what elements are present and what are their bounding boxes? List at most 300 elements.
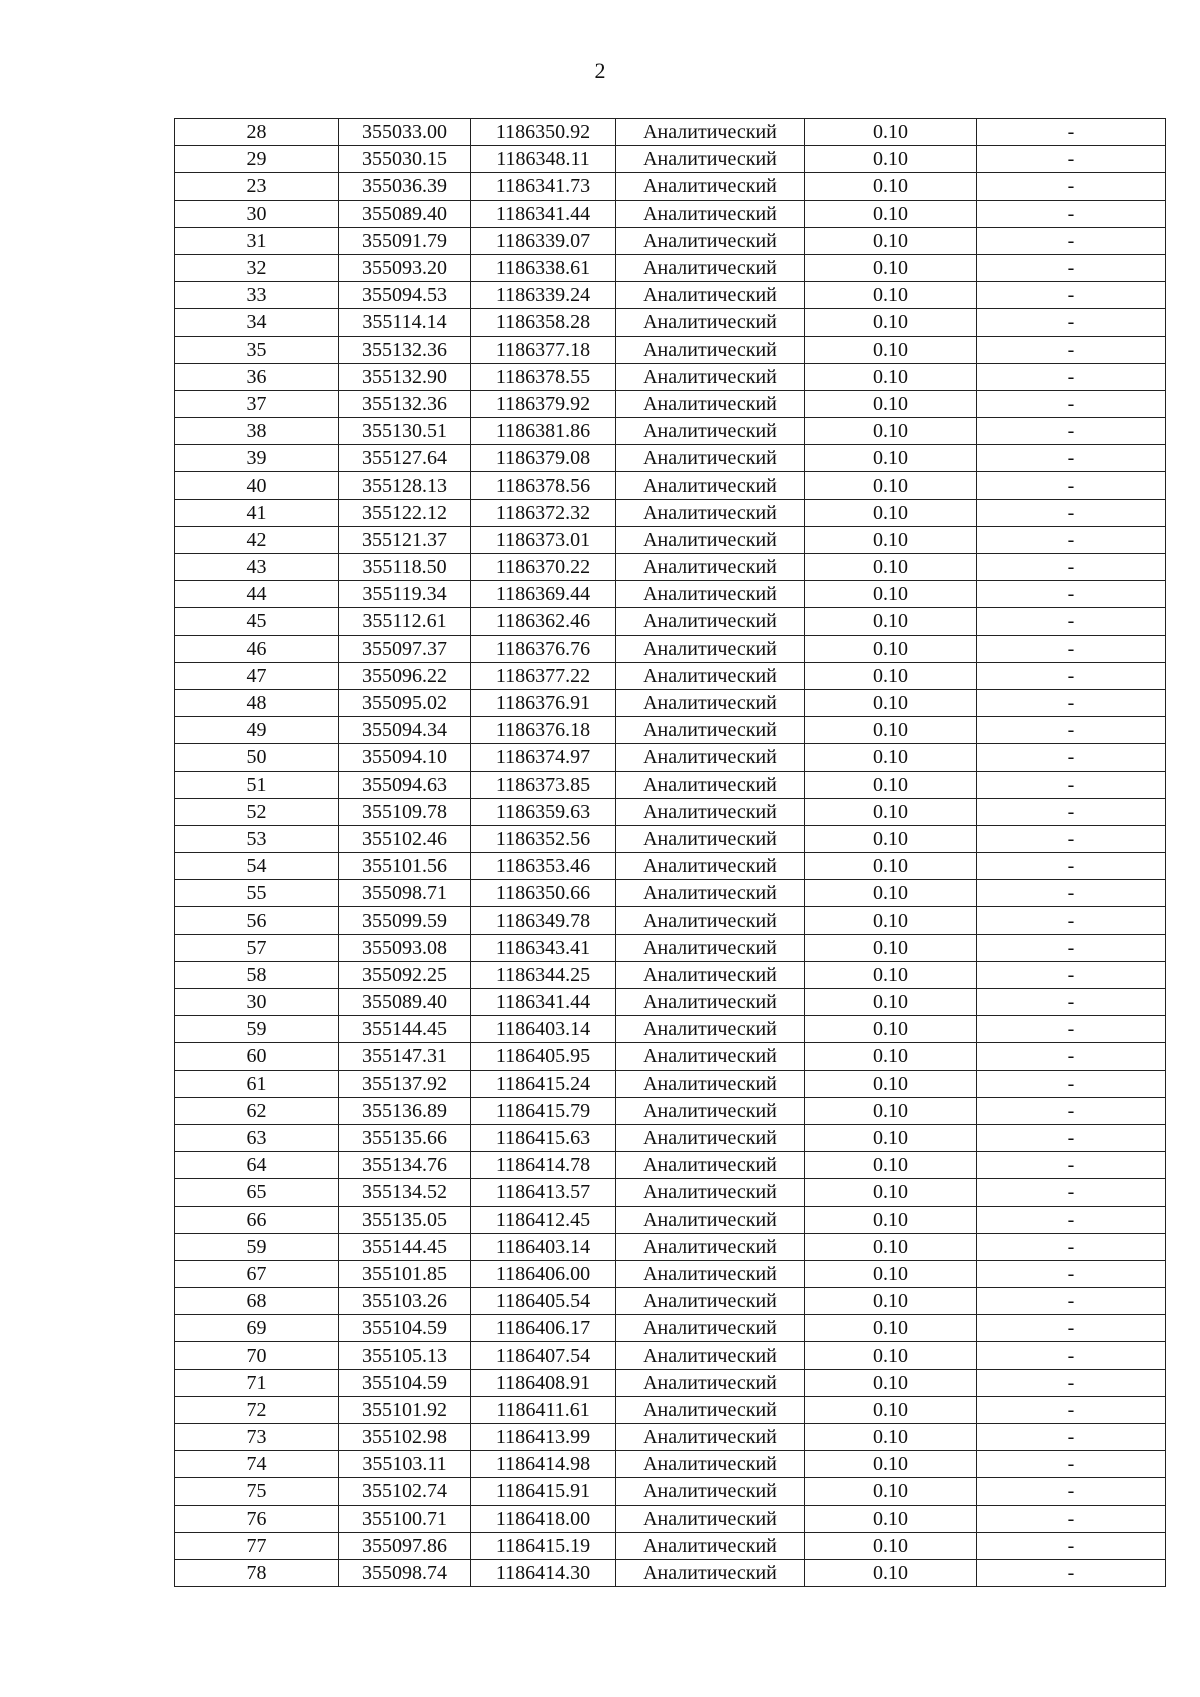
- x-coordinate-cell: 355098.71: [339, 880, 471, 907]
- x-coordinate-cell: 355101.92: [339, 1396, 471, 1423]
- note-cell: -: [977, 1342, 1166, 1369]
- note-cell: -: [977, 717, 1166, 744]
- method-cell: Аналитический: [616, 526, 805, 553]
- x-coordinate-cell: 355094.34: [339, 717, 471, 744]
- method-cell: Аналитический: [616, 880, 805, 907]
- note-cell: -: [977, 581, 1166, 608]
- x-coordinate-cell: 355099.59: [339, 907, 471, 934]
- method-cell: Аналитический: [616, 1206, 805, 1233]
- note-cell: -: [977, 1288, 1166, 1315]
- method-cell: Аналитический: [616, 119, 805, 146]
- point-number-cell: 23: [175, 173, 339, 200]
- note-cell: -: [977, 1233, 1166, 1260]
- method-cell: Аналитический: [616, 1424, 805, 1451]
- table-row: [175, 1478, 1166, 1505]
- method-cell: Аналитический: [616, 227, 805, 254]
- table-row: [175, 635, 1166, 662]
- y-coordinate-cell: 1186408.91: [471, 1369, 616, 1396]
- table-row: [175, 390, 1166, 417]
- method-cell: Аналитический: [616, 472, 805, 499]
- x-coordinate-cell: 355102.98: [339, 1424, 471, 1451]
- note-cell: -: [977, 1369, 1166, 1396]
- x-coordinate-cell: 355114.14: [339, 309, 471, 336]
- table-row: [175, 445, 1166, 472]
- accuracy-cell: 0.10: [805, 1369, 977, 1396]
- method-cell: Аналитический: [616, 1342, 805, 1369]
- accuracy-cell: 0.10: [805, 1396, 977, 1423]
- table-row: [175, 1315, 1166, 1342]
- note-cell: -: [977, 1532, 1166, 1559]
- point-number-cell: 56: [175, 907, 339, 934]
- point-number-cell: 75: [175, 1478, 339, 1505]
- accuracy-cell: 0.10: [805, 1315, 977, 1342]
- x-coordinate-cell: 355112.61: [339, 608, 471, 635]
- x-coordinate-cell: 355136.89: [339, 1097, 471, 1124]
- x-coordinate-cell: 355103.26: [339, 1288, 471, 1315]
- method-cell: Аналитический: [616, 390, 805, 417]
- method-cell: Аналитический: [616, 717, 805, 744]
- x-coordinate-cell: 355128.13: [339, 472, 471, 499]
- note-cell: -: [977, 1260, 1166, 1287]
- point-number-cell: 57: [175, 934, 339, 961]
- table-row: [175, 1424, 1166, 1451]
- note-cell: -: [977, 825, 1166, 852]
- x-coordinate-cell: 355144.45: [339, 1016, 471, 1043]
- table-row: [175, 1152, 1166, 1179]
- y-coordinate-cell: 1186370.22: [471, 554, 616, 581]
- y-coordinate-cell: 1186376.18: [471, 717, 616, 744]
- y-coordinate-cell: 1186341.44: [471, 200, 616, 227]
- method-cell: Аналитический: [616, 1559, 805, 1586]
- page-number: 2: [594, 58, 606, 83]
- accuracy-cell: 0.10: [805, 1451, 977, 1478]
- table-row: [175, 1124, 1166, 1151]
- y-coordinate-cell: 1186343.41: [471, 934, 616, 961]
- y-coordinate-cell: 1186406.17: [471, 1315, 616, 1342]
- point-number-cell: 69: [175, 1315, 339, 1342]
- method-cell: Аналитический: [616, 989, 805, 1016]
- note-cell: -: [977, 934, 1166, 961]
- x-coordinate-cell: 355135.05: [339, 1206, 471, 1233]
- method-cell: Аналитический: [616, 254, 805, 281]
- accuracy-cell: 0.10: [805, 744, 977, 771]
- y-coordinate-cell: 1186353.46: [471, 853, 616, 880]
- y-coordinate-cell: 1186418.00: [471, 1505, 616, 1532]
- note-cell: -: [977, 173, 1166, 200]
- y-coordinate-cell: 1186405.95: [471, 1043, 616, 1070]
- point-number-cell: 77: [175, 1532, 339, 1559]
- note-cell: -: [977, 1124, 1166, 1151]
- table-row: [175, 798, 1166, 825]
- accuracy-cell: 0.10: [805, 1505, 977, 1532]
- x-coordinate-cell: 355104.59: [339, 1315, 471, 1342]
- point-number-cell: 74: [175, 1451, 339, 1478]
- point-number-cell: 78: [175, 1559, 339, 1586]
- method-cell: Аналитический: [616, 1152, 805, 1179]
- accuracy-cell: 0.10: [805, 119, 977, 146]
- y-coordinate-cell: 1186414.78: [471, 1152, 616, 1179]
- point-number-cell: 33: [175, 282, 339, 309]
- accuracy-cell: 0.10: [805, 961, 977, 988]
- point-number-cell: 53: [175, 825, 339, 852]
- table-row: [175, 1233, 1166, 1260]
- x-coordinate-cell: 355089.40: [339, 989, 471, 1016]
- method-cell: Аналитический: [616, 1505, 805, 1532]
- table-row: [175, 1451, 1166, 1478]
- y-coordinate-cell: 1186415.91: [471, 1478, 616, 1505]
- x-coordinate-cell: 355104.59: [339, 1369, 471, 1396]
- table-row: [175, 853, 1166, 880]
- y-coordinate-cell: 1186415.24: [471, 1070, 616, 1097]
- point-number-cell: 42: [175, 526, 339, 553]
- y-coordinate-cell: 1186352.56: [471, 825, 616, 852]
- method-cell: Аналитический: [616, 146, 805, 173]
- note-cell: -: [977, 1396, 1166, 1423]
- x-coordinate-cell: 355101.85: [339, 1260, 471, 1287]
- y-coordinate-cell: 1186405.54: [471, 1288, 616, 1315]
- point-number-cell: 58: [175, 961, 339, 988]
- table-row: [175, 771, 1166, 798]
- table-row: [175, 472, 1166, 499]
- method-cell: Аналитический: [616, 907, 805, 934]
- y-coordinate-cell: 1186374.97: [471, 744, 616, 771]
- note-cell: -: [977, 418, 1166, 445]
- point-number-cell: 61: [175, 1070, 339, 1097]
- note-cell: -: [977, 227, 1166, 254]
- x-coordinate-cell: 355122.12: [339, 499, 471, 526]
- x-coordinate-cell: 355103.11: [339, 1451, 471, 1478]
- point-number-cell: 39: [175, 445, 339, 472]
- accuracy-cell: 0.10: [805, 581, 977, 608]
- y-coordinate-cell: 1186350.66: [471, 880, 616, 907]
- accuracy-cell: 0.10: [805, 1424, 977, 1451]
- accuracy-cell: 0.10: [805, 853, 977, 880]
- accuracy-cell: 0.10: [805, 635, 977, 662]
- y-coordinate-cell: 1186338.61: [471, 254, 616, 281]
- coordinates-table-body: [175, 119, 1166, 1587]
- note-cell: -: [977, 1451, 1166, 1478]
- y-coordinate-cell: 1186376.91: [471, 689, 616, 716]
- accuracy-cell: 0.10: [805, 309, 977, 336]
- note-cell: -: [977, 499, 1166, 526]
- table-row: [175, 907, 1166, 934]
- method-cell: Аналитический: [616, 662, 805, 689]
- point-number-cell: 73: [175, 1424, 339, 1451]
- point-number-cell: 50: [175, 744, 339, 771]
- point-number-cell: 70: [175, 1342, 339, 1369]
- table-row: [175, 1260, 1166, 1287]
- x-coordinate-cell: 355092.25: [339, 961, 471, 988]
- point-number-cell: 59: [175, 1016, 339, 1043]
- accuracy-cell: 0.10: [805, 798, 977, 825]
- accuracy-cell: 0.10: [805, 1097, 977, 1124]
- point-number-cell: 40: [175, 472, 339, 499]
- method-cell: Аналитический: [616, 771, 805, 798]
- table-row: [175, 717, 1166, 744]
- y-coordinate-cell: 1186406.00: [471, 1260, 616, 1287]
- accuracy-cell: 0.10: [805, 608, 977, 635]
- accuracy-cell: 0.10: [805, 1152, 977, 1179]
- note-cell: -: [977, 771, 1166, 798]
- note-cell: -: [977, 1179, 1166, 1206]
- accuracy-cell: 0.10: [805, 336, 977, 363]
- method-cell: Аналитический: [616, 1179, 805, 1206]
- table-row: [175, 1043, 1166, 1070]
- point-number-cell: 34: [175, 309, 339, 336]
- accuracy-cell: 0.10: [805, 934, 977, 961]
- x-coordinate-cell: 355135.66: [339, 1124, 471, 1151]
- table-row: [175, 1559, 1166, 1586]
- table-row: [175, 554, 1166, 581]
- accuracy-cell: 0.10: [805, 200, 977, 227]
- table-row: [175, 282, 1166, 309]
- accuracy-cell: 0.10: [805, 363, 977, 390]
- table-row: [175, 934, 1166, 961]
- table-row: [175, 1016, 1166, 1043]
- table-row: [175, 336, 1166, 363]
- point-number-cell: 38: [175, 418, 339, 445]
- x-coordinate-cell: 355094.53: [339, 282, 471, 309]
- point-number-cell: 64: [175, 1152, 339, 1179]
- note-cell: -: [977, 200, 1166, 227]
- point-number-cell: 54: [175, 853, 339, 880]
- accuracy-cell: 0.10: [805, 254, 977, 281]
- table-row: [175, 173, 1166, 200]
- x-coordinate-cell: 355109.78: [339, 798, 471, 825]
- y-coordinate-cell: 1186411.61: [471, 1396, 616, 1423]
- y-coordinate-cell: 1186377.18: [471, 336, 616, 363]
- table-row: [175, 880, 1166, 907]
- method-cell: Аналитический: [616, 445, 805, 472]
- accuracy-cell: 0.10: [805, 1070, 977, 1097]
- method-cell: Аналитический: [616, 744, 805, 771]
- note-cell: -: [977, 1016, 1166, 1043]
- note-cell: -: [977, 526, 1166, 553]
- accuracy-cell: 0.10: [805, 499, 977, 526]
- note-cell: -: [977, 363, 1166, 390]
- point-number-cell: 71: [175, 1369, 339, 1396]
- point-number-cell: 44: [175, 581, 339, 608]
- method-cell: Аналитический: [616, 418, 805, 445]
- note-cell: -: [977, 798, 1166, 825]
- point-number-cell: 59: [175, 1233, 339, 1260]
- x-coordinate-cell: 355119.34: [339, 581, 471, 608]
- accuracy-cell: 0.10: [805, 1016, 977, 1043]
- point-number-cell: 31: [175, 227, 339, 254]
- accuracy-cell: 0.10: [805, 1179, 977, 1206]
- y-coordinate-cell: 1186369.44: [471, 581, 616, 608]
- note-cell: -: [977, 635, 1166, 662]
- point-number-cell: 43: [175, 554, 339, 581]
- point-number-cell: 45: [175, 608, 339, 635]
- note-cell: -: [977, 1424, 1166, 1451]
- note-cell: -: [977, 989, 1166, 1016]
- method-cell: Аналитический: [616, 1016, 805, 1043]
- x-coordinate-cell: 355101.56: [339, 853, 471, 880]
- y-coordinate-cell: 1186414.98: [471, 1451, 616, 1478]
- x-coordinate-cell: 355033.00: [339, 119, 471, 146]
- table-row: [175, 1505, 1166, 1532]
- x-coordinate-cell: 355097.86: [339, 1532, 471, 1559]
- table-row: [175, 227, 1166, 254]
- accuracy-cell: 0.10: [805, 989, 977, 1016]
- y-coordinate-cell: 1186412.45: [471, 1206, 616, 1233]
- point-number-cell: 49: [175, 717, 339, 744]
- y-coordinate-cell: 1186403.14: [471, 1233, 616, 1260]
- note-cell: -: [977, 554, 1166, 581]
- point-number-cell: 66: [175, 1206, 339, 1233]
- y-coordinate-cell: 1186339.24: [471, 282, 616, 309]
- table-row: [175, 526, 1166, 553]
- accuracy-cell: 0.10: [805, 445, 977, 472]
- point-number-cell: 68: [175, 1288, 339, 1315]
- point-number-cell: 46: [175, 635, 339, 662]
- method-cell: Аналитический: [616, 1451, 805, 1478]
- method-cell: Аналитический: [616, 1396, 805, 1423]
- accuracy-cell: 0.10: [805, 1124, 977, 1151]
- coordinates-table: [174, 118, 1166, 1587]
- accuracy-cell: 0.10: [805, 526, 977, 553]
- note-cell: -: [977, 309, 1166, 336]
- x-coordinate-cell: 355036.39: [339, 173, 471, 200]
- point-number-cell: 36: [175, 363, 339, 390]
- point-number-cell: 41: [175, 499, 339, 526]
- note-cell: -: [977, 254, 1166, 281]
- accuracy-cell: 0.10: [805, 418, 977, 445]
- point-number-cell: 51: [175, 771, 339, 798]
- method-cell: Аналитический: [616, 554, 805, 581]
- method-cell: Аналитический: [616, 1478, 805, 1505]
- note-cell: -: [977, 282, 1166, 309]
- point-number-cell: 32: [175, 254, 339, 281]
- note-cell: -: [977, 390, 1166, 417]
- table-row: [175, 146, 1166, 173]
- y-coordinate-cell: 1186341.73: [471, 173, 616, 200]
- method-cell: Аналитический: [616, 689, 805, 716]
- x-coordinate-cell: 355102.74: [339, 1478, 471, 1505]
- point-number-cell: 76: [175, 1505, 339, 1532]
- note-cell: -: [977, 119, 1166, 146]
- table-row: [175, 581, 1166, 608]
- method-cell: Аналитический: [616, 825, 805, 852]
- y-coordinate-cell: 1186350.92: [471, 119, 616, 146]
- y-coordinate-cell: 1186377.22: [471, 662, 616, 689]
- accuracy-cell: 0.10: [805, 173, 977, 200]
- note-cell: -: [977, 1206, 1166, 1233]
- table-row: [175, 200, 1166, 227]
- y-coordinate-cell: 1186381.86: [471, 418, 616, 445]
- point-number-cell: 47: [175, 662, 339, 689]
- note-cell: -: [977, 1152, 1166, 1179]
- accuracy-cell: 0.10: [805, 390, 977, 417]
- accuracy-cell: 0.10: [805, 1342, 977, 1369]
- point-number-cell: 48: [175, 689, 339, 716]
- point-number-cell: 37: [175, 390, 339, 417]
- note-cell: -: [977, 336, 1166, 363]
- table-row: [175, 662, 1166, 689]
- y-coordinate-cell: 1186379.08: [471, 445, 616, 472]
- accuracy-cell: 0.10: [805, 880, 977, 907]
- y-coordinate-cell: 1186378.56: [471, 472, 616, 499]
- method-cell: Аналитический: [616, 1070, 805, 1097]
- point-number-cell: 65: [175, 1179, 339, 1206]
- y-coordinate-cell: 1186344.25: [471, 961, 616, 988]
- table-row: [175, 1070, 1166, 1097]
- y-coordinate-cell: 1186373.01: [471, 526, 616, 553]
- method-cell: Аналитический: [616, 1260, 805, 1287]
- y-coordinate-cell: 1186362.46: [471, 608, 616, 635]
- method-cell: Аналитический: [616, 1288, 805, 1315]
- accuracy-cell: 0.10: [805, 282, 977, 309]
- x-coordinate-cell: 355094.63: [339, 771, 471, 798]
- y-coordinate-cell: 1186414.30: [471, 1559, 616, 1586]
- x-coordinate-cell: 355097.37: [339, 635, 471, 662]
- table-row: [175, 1206, 1166, 1233]
- note-cell: -: [977, 907, 1166, 934]
- y-coordinate-cell: 1186341.44: [471, 989, 616, 1016]
- x-coordinate-cell: 355134.52: [339, 1179, 471, 1206]
- accuracy-cell: 0.10: [805, 554, 977, 581]
- table-row: [175, 254, 1166, 281]
- method-cell: Аналитический: [616, 282, 805, 309]
- note-cell: -: [977, 1097, 1166, 1124]
- y-coordinate-cell: 1186413.57: [471, 1179, 616, 1206]
- x-coordinate-cell: 355093.20: [339, 254, 471, 281]
- x-coordinate-cell: 355102.46: [339, 825, 471, 852]
- accuracy-cell: 0.10: [805, 227, 977, 254]
- table-row: [175, 961, 1166, 988]
- y-coordinate-cell: 1186358.28: [471, 309, 616, 336]
- note-cell: -: [977, 472, 1166, 499]
- method-cell: Аналитический: [616, 200, 805, 227]
- accuracy-cell: 0.10: [805, 1559, 977, 1586]
- method-cell: Аналитический: [616, 853, 805, 880]
- note-cell: -: [977, 1070, 1166, 1097]
- point-number-cell: 55: [175, 880, 339, 907]
- accuracy-cell: 0.10: [805, 907, 977, 934]
- x-coordinate-cell: 355098.74: [339, 1559, 471, 1586]
- y-coordinate-cell: 1186372.32: [471, 499, 616, 526]
- method-cell: Аналитический: [616, 1532, 805, 1559]
- y-coordinate-cell: 1186349.78: [471, 907, 616, 934]
- note-cell: -: [977, 961, 1166, 988]
- y-coordinate-cell: 1186376.76: [471, 635, 616, 662]
- accuracy-cell: 0.10: [805, 1532, 977, 1559]
- y-coordinate-cell: 1186359.63: [471, 798, 616, 825]
- note-cell: -: [977, 1505, 1166, 1532]
- accuracy-cell: 0.10: [805, 689, 977, 716]
- note-cell: -: [977, 445, 1166, 472]
- accuracy-cell: 0.10: [805, 717, 977, 744]
- note-cell: -: [977, 1315, 1166, 1342]
- point-number-cell: 29: [175, 146, 339, 173]
- x-coordinate-cell: 355147.31: [339, 1043, 471, 1070]
- x-coordinate-cell: 355118.50: [339, 554, 471, 581]
- y-coordinate-cell: 1186415.63: [471, 1124, 616, 1151]
- x-coordinate-cell: 355094.10: [339, 744, 471, 771]
- method-cell: Аналитический: [616, 1124, 805, 1151]
- point-number-cell: 28: [175, 119, 339, 146]
- y-coordinate-cell: 1186415.79: [471, 1097, 616, 1124]
- point-number-cell: 62: [175, 1097, 339, 1124]
- point-number-cell: 52: [175, 798, 339, 825]
- method-cell: Аналитический: [616, 1233, 805, 1260]
- method-cell: Аналитический: [616, 608, 805, 635]
- x-coordinate-cell: 355105.13: [339, 1342, 471, 1369]
- table-row: [175, 1532, 1166, 1559]
- table-row: [175, 608, 1166, 635]
- x-coordinate-cell: 355137.92: [339, 1070, 471, 1097]
